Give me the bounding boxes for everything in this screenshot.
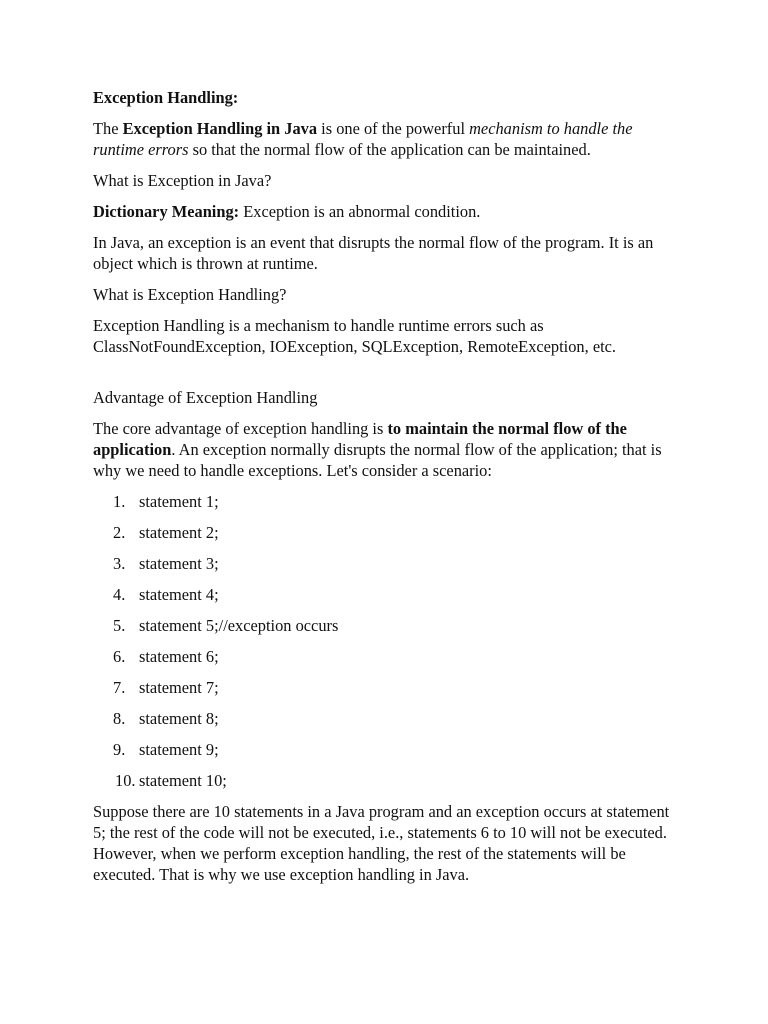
list-item-text: statement 5;//exception occurs — [139, 616, 339, 635]
list-item-text: statement 4; — [139, 585, 219, 604]
advantage-text-start: The core advantage of exception handling is — [93, 419, 388, 438]
list-item-number: 2. — [113, 523, 126, 542]
intro-text-start: The — [93, 119, 123, 138]
intro-text-end: so that the normal flow of the application can be maintained. — [188, 140, 591, 159]
intro-bold-term: Exception Handling in Java — [122, 119, 318, 138]
advantage-text-end: . An exception normally disrupts the normal flow of the application; that is why we need to handle exceptions. Let's consider a scenario: — [93, 440, 662, 480]
list-item-text: statement 6; — [139, 647, 219, 666]
java-definition-paragraph: In Java, an exception is an event that disrupts the normal flow of the program. It is an object which is thrown at runtime. — [93, 233, 654, 273]
list-item-text: statement 9; — [139, 740, 219, 759]
intro-paragraph — [93, 118, 678, 160]
list-item-text: statement 8; — [139, 709, 219, 728]
advantage-bold-phrase: to maintain the normal flow of the application — [93, 419, 627, 459]
list-item-number: 9. — [113, 740, 126, 759]
statement-list — [93, 491, 678, 791]
question-exception-handling: What is Exception Handling? — [93, 285, 287, 304]
advantage-paragraph — [93, 418, 678, 481]
intro-text-middle: is one of the powerful — [317, 119, 470, 138]
list-item — [93, 491, 678, 512]
list-item — [93, 522, 678, 543]
question-exception: What is Exception in Java? — [93, 171, 272, 190]
list-item — [93, 770, 678, 791]
list-item-number: 4. — [113, 585, 126, 604]
dictionary-label: Dictionary Meaning: — [93, 202, 240, 221]
list-item-text: statement 1; — [139, 492, 219, 511]
list-item — [93, 646, 678, 667]
conclusion-paragraph: Suppose there are 10 statements in a Java program and an exception occurs at statement 5; the rest of the code will not be executed, i.e., statements 6 to 10 will not be executed. However, when we perform exception handling, the rest of the statements will be executed. That is why we use exception handling in Java. — [93, 802, 670, 884]
intro-italic-phrase: mechanism to handle the runtime errors — [93, 119, 633, 159]
list-item — [93, 677, 678, 698]
list-item-number: 1. — [113, 492, 126, 511]
list-item-number: 7. — [113, 678, 126, 697]
list-item — [93, 553, 678, 574]
advantage-heading: Advantage of Exception Handling — [93, 388, 318, 407]
handling-definition-paragraph: Exception Handling is a mechanism to handle runtime errors such as ClassNotFoundException, IOException, SQLException, RemoteException, etc. — [93, 316, 617, 356]
list-item-text: statement 10; — [139, 771, 227, 790]
document-body — [93, 87, 678, 895]
list-item-text: statement 7; — [139, 678, 219, 697]
section-spacer — [93, 367, 678, 387]
list-item-number: 8. — [113, 709, 126, 728]
list-item — [93, 708, 678, 729]
page-title: Exception Handling: — [93, 88, 239, 107]
list-item-number: 10. — [115, 771, 136, 790]
list-item-text: statement 2; — [139, 523, 219, 542]
list-item — [93, 584, 678, 605]
list-item-number: 5. — [113, 616, 126, 635]
list-item — [93, 739, 678, 760]
dictionary-paragraph — [93, 201, 678, 222]
list-item-text: statement 3; — [139, 554, 219, 573]
dictionary-text: Exception is an abnormal condition. — [239, 202, 481, 221]
list-item — [93, 615, 678, 636]
list-item-number: 3. — [113, 554, 126, 573]
list-item-number: 6. — [113, 647, 126, 666]
